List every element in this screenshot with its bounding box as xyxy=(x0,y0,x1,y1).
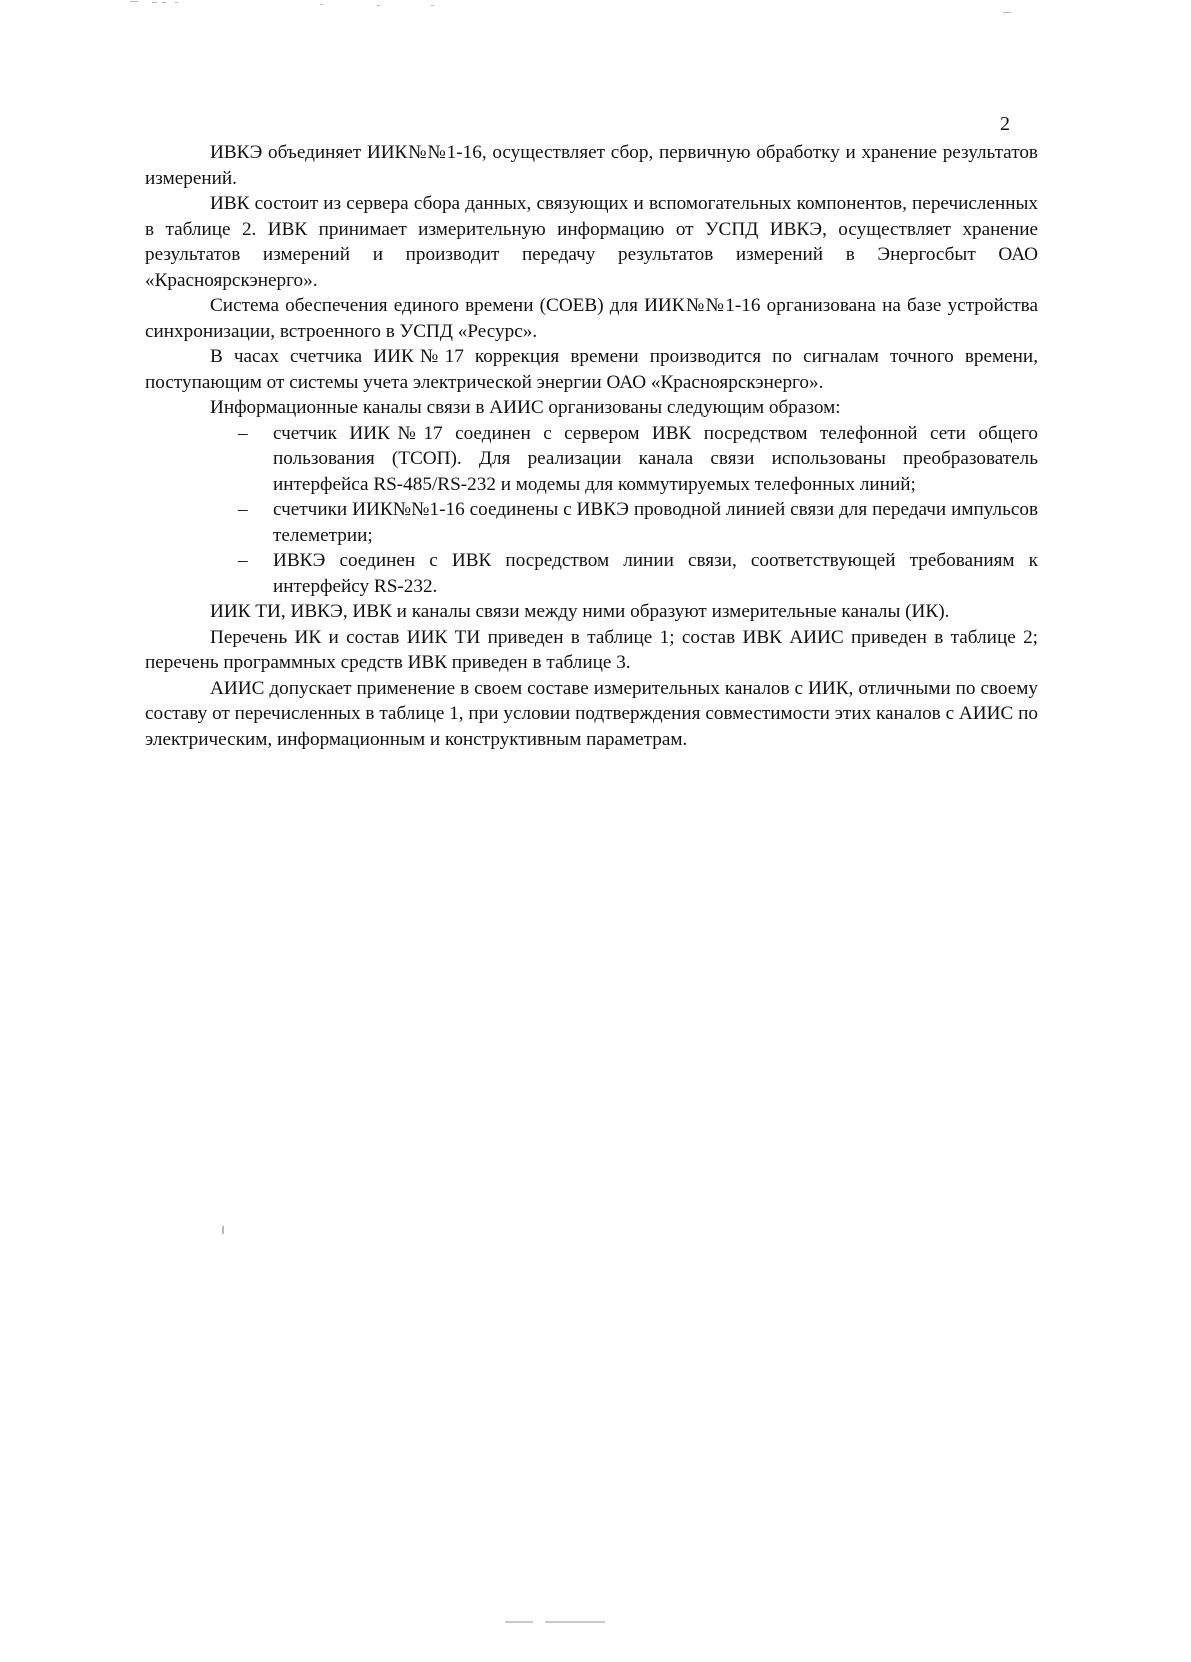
list-dash-marker: – xyxy=(238,422,248,444)
paragraph-ivke-description: ИВКЭ объединяет ИИК№№1-16, осуществляет сбор, первичную обработку и хранение результатов измерений. xyxy=(145,142,1038,189)
scan-noise-mark xyxy=(1003,12,1011,13)
list-item-text: счетчики ИИК№№1-16 соединены с ИВКЭ проводной линией связи для передачи импульсов телеметрии; xyxy=(273,499,1038,546)
scan-noise-mark xyxy=(130,1,138,2)
paragraph-channels-intro: Информационные каналы связи в АИИС организованы следующим образом: xyxy=(210,397,841,418)
scan-noise-mark xyxy=(162,2,166,3)
paragraph-time-correction: В часах счетчика ИИК№17 коррекция времени производится по сигналам точного времени, поступающим от системы учета электрической энергии ОАО «Красноярскэнерго». xyxy=(145,346,1038,393)
scan-noise-mark xyxy=(545,1621,605,1623)
list-dash-marker: – xyxy=(238,499,248,520)
page-number: 2 xyxy=(1000,113,1010,135)
list-item xyxy=(145,548,1038,599)
document-body xyxy=(145,140,1038,752)
scan-noise-mark xyxy=(431,5,434,6)
list-item xyxy=(145,421,1038,498)
list-item-text: счетчик ИИК№17 соединен с сервером ИВК посредством телефонной сети общего пользования (ТСОП). Для реализации канала связи использованы преобразователь интерфейса RS-485/RS-232 и модемы для коммутируемых телефонных линий; xyxy=(273,422,1038,495)
channels-list xyxy=(145,421,1038,600)
scan-noise-mark xyxy=(505,1621,533,1623)
scan-noise-mark xyxy=(175,2,178,3)
paragraph-soev: Система обеспечения единого времени (СОЕВ) для ИИК№№1-16 организована на базе устройства синхронизации, встроенного в УСПД «Ресурс». xyxy=(145,295,1038,342)
paragraph-measurement-channels: ИИК ТИ, ИВКЭ, ИВК и каналы связи между ними образуют измерительные каналы (ИК). xyxy=(210,601,950,622)
list-item-text: ИВКЭ соединен с ИВК посредством линии связи, соответствующей требованиям к интерфейсу RS-232. xyxy=(273,550,1038,597)
list-item xyxy=(145,497,1038,548)
list-dash-marker: – xyxy=(238,550,248,571)
scan-noise-mark xyxy=(222,1226,224,1234)
scan-noise-mark xyxy=(320,4,323,5)
paragraph-tables-reference: Перечень ИК и состав ИИК ТИ приведен в таблице 1; состав ИВК АИИС приведен в таблице 2; перечень программных средств ИВК приведен в таблице 3. xyxy=(145,626,1038,673)
paragraph-compatibility: АИИС допускает применение в своем составе измерительных каналов с ИИК, отличными по своему составу от перечисленных в таблице 1, при условии подтверждения совместимости этих каналов с АИИС по электрическим, информационным и конструктивным параметрам. xyxy=(145,677,1038,750)
paragraph-ivk-description: ИВК состоит из сервера сбора данных, связующих и вспомогательных компонентов, перечисленных в таблице 2. ИВК принимает измерительную информацию от УСПД ИВКЭ, осуществляет хранение результатов измерений и производит передачу результатов измерений в Энергосбыт ОАО «Красноярскэнерго». xyxy=(145,193,1038,291)
scan-noise-mark xyxy=(377,5,380,6)
scan-noise-mark xyxy=(152,2,157,3)
